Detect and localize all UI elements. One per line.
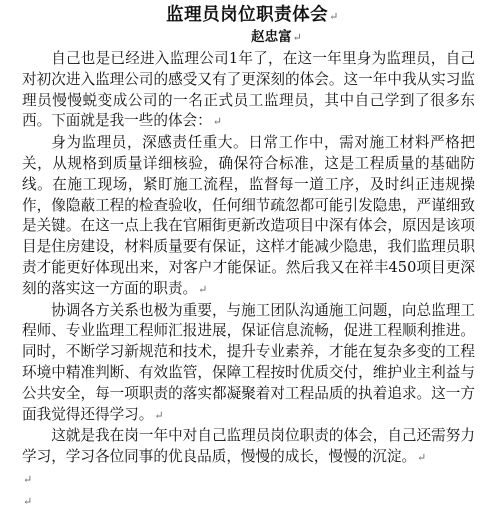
document-title: [22, 4, 475, 28]
body-paragraph-2: [22, 133, 475, 300]
paragraph-text: 身为监理员，深感责任重大。日常工作中，需对施工材料严格把关，从规格到质量详细核验，确保符合标准，这是工程质量的基础防线。在施工现场，紧盯施工流程，监督每一道工序，及时纠正违规操作，像隐蔽工程的检查验收，任何细节疏忽都可能引发隐患，严谨细致是关键。在这一点上我在官厢街更新改造项目中深有体会，原因是该项目是住房建设，材料质量要有保证，这样才能减少隐患，我们监理员职责才能更好体现出来，对客户才能保证。然后我又在祥丰450项目更深刻的落实这一方面的职责。: [22, 134, 475, 297]
title-text: 监理员岗位职责体会: [166, 5, 329, 25]
document-author: [22, 28, 475, 47]
paragraph-mark-icon: ↵: [417, 451, 427, 465]
paragraph-text: 自己也是已经进入监理公司1年了，在这一年里身为监理员，自己对初次进入监理公司的感受又有了更深刻的体会。这一年中我从实习监理员慢慢蜕变成公司的一名正式员工监理员，其中自己学到了很多东西。下面就是我一些的体会：: [22, 50, 475, 130]
body-paragraph-4: [22, 426, 475, 469]
paragraph-mark-icon: ↵: [154, 408, 164, 422]
paragraph-mark-icon: ↵: [198, 282, 208, 296]
paragraph-text: 协调各方关系也极为重要，与施工团队沟通施工问题，向总监理工程师、专业监理工程师汇报进展，保证信息流畅，促进工程顺利推进。同时，不断学习新规范和技术，提升专业素养，才能在复杂多变的工程环境中精准判断、有效监管，保障工程按时优质交付，维护业主利益与公共安全，每一项职责的落实都凝聚着对工程品质的执着追求。这一方面我觉得还得学习。: [22, 301, 475, 423]
body-paragraph-3: [22, 301, 475, 427]
paragraph-mark-icon: ↵: [292, 31, 302, 44]
author-text: 赵忠富: [251, 29, 292, 45]
paragraph-mark-icon: ↵: [212, 115, 222, 129]
empty-paragraph: [22, 491, 475, 513]
body-paragraph-1: [22, 49, 475, 133]
empty-paragraph: [22, 469, 475, 491]
paragraph-text: 这就是我在岗一年中对自己监理员岗位职责的体会，自己还需努力学习，学习各位同事的优良品质，慢慢的成长，慢慢的沉淀。: [22, 427, 475, 466]
paragraph-mark-icon: ↵: [329, 10, 339, 23]
paragraph-mark-icon: ↵: [23, 472, 33, 486]
paragraph-mark-icon: ↵: [23, 494, 33, 508]
